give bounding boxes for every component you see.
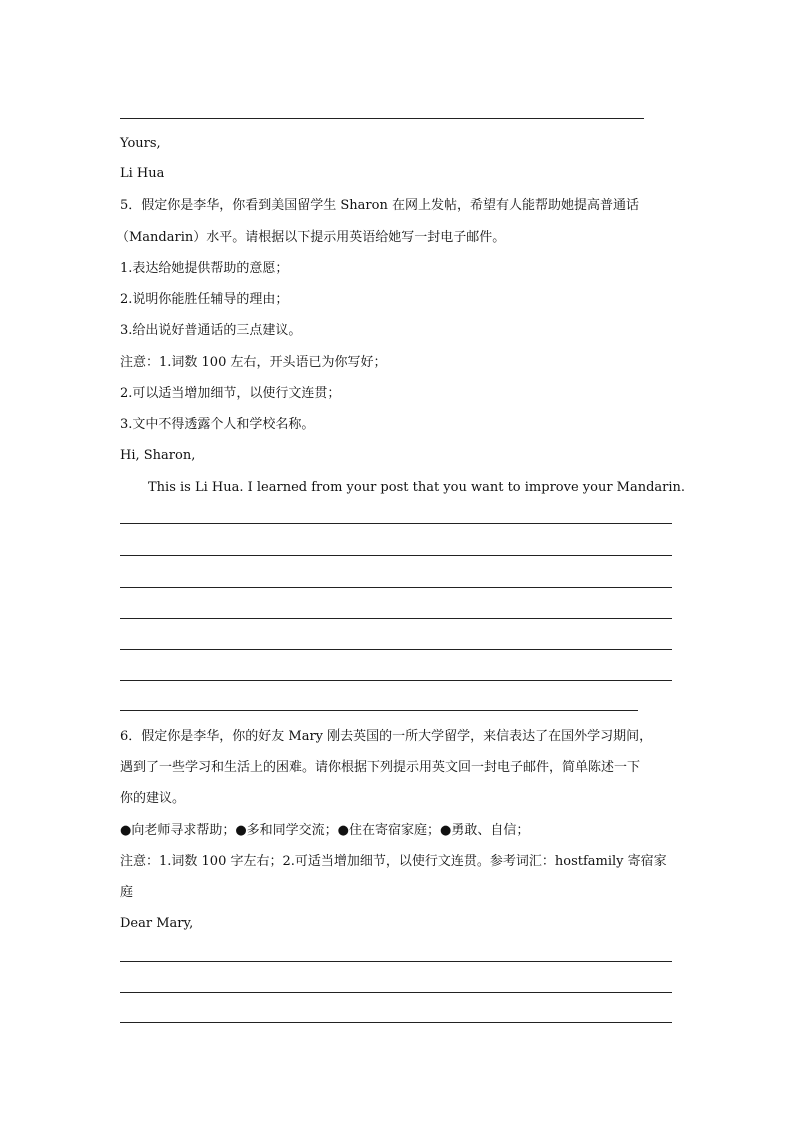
answer-line: [120, 710, 638, 711]
letter-closing: Yours,: [120, 136, 161, 151]
q6-prompt-line-3: 你的建议。: [120, 791, 186, 806]
q5-note-2: 2.可以适当增加细节，以使行文连贯；: [120, 386, 341, 401]
answer-line: [120, 618, 672, 619]
q5-point-2: 2.说明你能胜任辅导的理由；: [120, 292, 289, 307]
letter-signature: Li Hua: [120, 166, 165, 181]
answer-line: [120, 961, 672, 962]
q5-greeting: Hi, Sharon,: [120, 448, 196, 463]
answer-line: [120, 992, 672, 993]
q5-note-1: 注意：1.词数 100 左右，开头语已为你写好；: [120, 355, 387, 370]
answer-line: [120, 1022, 672, 1023]
q5-note-3: 3.文中不得透露个人和学校名称。: [120, 417, 315, 432]
answer-line: [120, 587, 672, 588]
q6-note-line-1: 注意：1.词数 100 字左右；2.可适当增加细节，以使行文连贯。参考词汇：hostfamily 寄宿家: [120, 854, 667, 869]
q5-point-1: 1.表达给她提供帮助的意愿；: [120, 261, 289, 276]
q5-prompt-line-1: 5．假定你是李华，你看到美国留学生 Sharon 在网上发帖，希望有人能帮助她提高普通话: [120, 198, 639, 213]
q5-prompt-line-2: （Mandarin）水平。请根据以下提示用英语给她写一封电子邮件。: [116, 230, 506, 245]
q6-note-line-2: 庭: [120, 885, 134, 900]
answer-line: [120, 523, 672, 524]
q6-hints: ●向老师寻求帮助；●多和同学交流；●住在寄宿家庭；●勇敢、自信；: [120, 823, 530, 838]
answer-line: [120, 680, 672, 681]
answer-line: [120, 118, 644, 119]
q5-point-3: 3.给出说好普通话的三点建议。: [120, 323, 302, 338]
answer-line: [120, 555, 672, 556]
q6-greeting: Dear Mary,: [120, 916, 194, 931]
answer-line: [120, 649, 672, 650]
q6-prompt-line-2: 遇到了一些学习和生活上的困难。请你根据下列提示用英文回一封电子邮件，简单陈述一下: [120, 760, 641, 775]
q5-opening-sentence: This is Li Hua. I learned from your post that you want to improve your Mandarin.: [148, 480, 686, 495]
q6-prompt-line-1: 6．假定你是李华，你的好友 Mary 刚去英国的一所大学留学，来信表达了在国外学习期间，: [120, 729, 653, 744]
